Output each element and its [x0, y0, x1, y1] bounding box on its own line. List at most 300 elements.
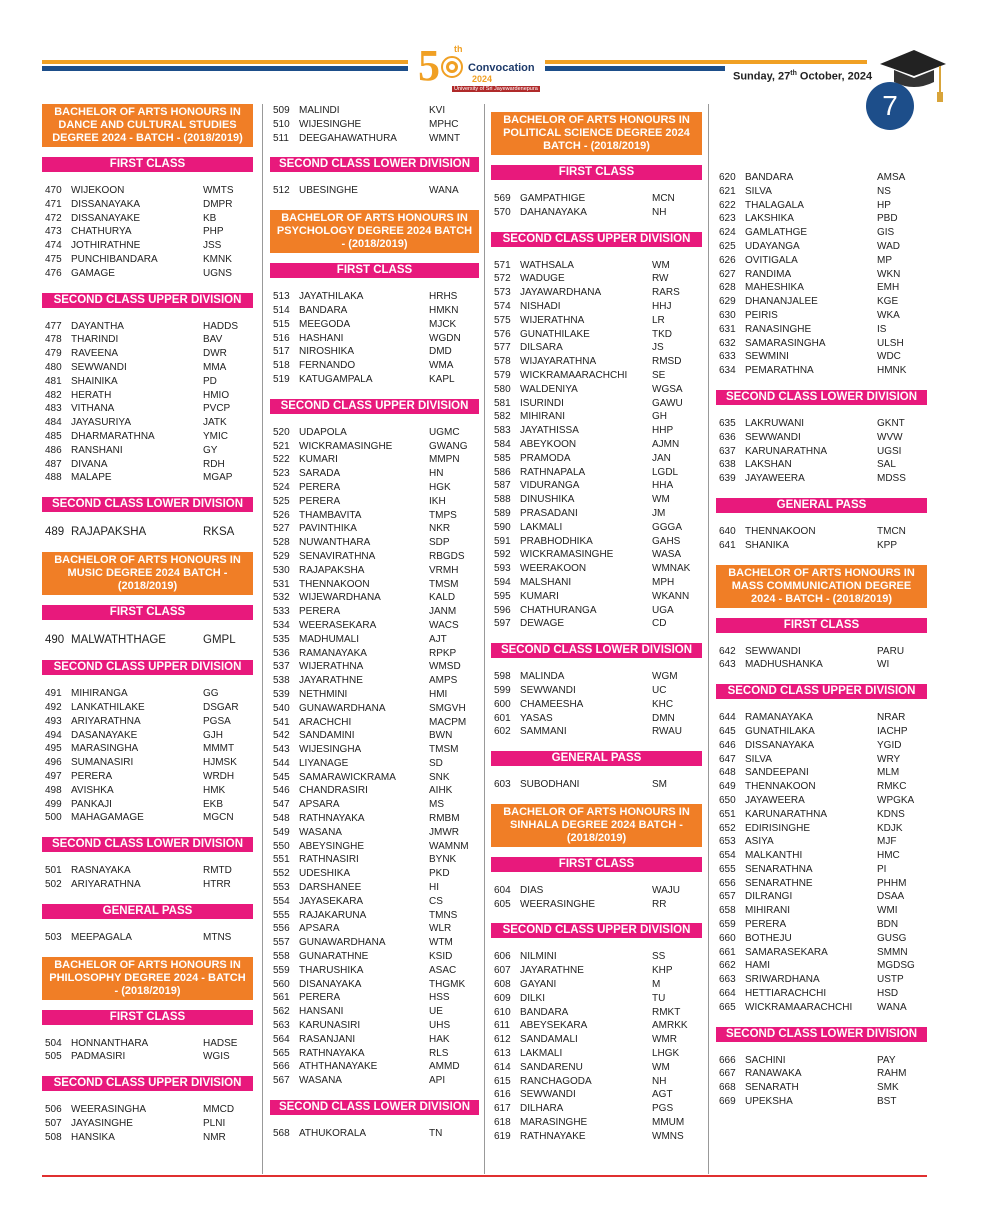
graduate-number: 587	[494, 480, 511, 492]
graduate-name: WIJERATHNA	[520, 314, 585, 326]
list-item	[42, 1131, 253, 1145]
graduate-number: 655	[719, 863, 736, 875]
list-item	[491, 272, 702, 286]
graduate-name: MARASINGHE	[520, 1117, 588, 1129]
list-item	[270, 881, 479, 895]
graduate-number: 616	[494, 1089, 511, 1101]
list-item	[716, 539, 927, 553]
graduate-number: 492	[45, 701, 62, 713]
graduate-initials: IACHP	[877, 725, 908, 737]
graduate-name: MADHUMALI	[299, 633, 360, 645]
graduate-number: 472	[45, 212, 62, 224]
graduate-number: 572	[494, 273, 511, 285]
list-item	[491, 1047, 702, 1061]
graduate-number: 585	[494, 452, 511, 464]
graduate-number: 557	[273, 937, 290, 949]
name-list	[42, 184, 253, 281]
graduate-name: NIROSHIKA	[299, 346, 355, 358]
graduate-number: 609	[494, 992, 511, 1004]
graduate-number: 522	[273, 454, 290, 466]
graduate-initials: UGMC	[429, 426, 460, 438]
graduate-number: 528	[273, 537, 290, 549]
graduate-name: UDAYANGA	[745, 240, 800, 252]
graduate-name: RAJAPAKSHA	[299, 564, 365, 576]
list-item	[491, 548, 702, 562]
graduate-initials: YGID	[877, 739, 902, 751]
list-item	[716, 309, 927, 323]
graduate-number: 651	[719, 808, 736, 820]
graduate-name: ABEYKOON	[520, 438, 577, 450]
graduate-initials: GKNT	[877, 417, 905, 429]
graduate-name: GAMPATHIGE	[520, 193, 586, 204]
graduate-name: APSARA	[299, 923, 340, 935]
class-heading: SECOND CLASS LOWER DIVISION	[716, 1027, 927, 1042]
graduate-name: LAKSHIKA	[745, 213, 794, 225]
graduate-name: JAYATHISSA	[520, 425, 579, 437]
graduate-name: HAMI	[745, 960, 770, 972]
class-heading: SECOND CLASS UPPER DIVISION	[491, 923, 702, 938]
graduate-initials: WLR	[429, 923, 452, 935]
graduate-initials: MDSS	[877, 473, 906, 485]
graduate-name: CHAMEESHA	[520, 698, 584, 710]
graduate-number: 481	[45, 375, 62, 387]
graduate-name: ARACHCHI	[299, 716, 352, 728]
graduate-number: 513	[273, 291, 290, 303]
list-item	[491, 1102, 702, 1116]
list-item	[716, 835, 927, 849]
list-item	[270, 104, 479, 118]
name-list	[716, 417, 927, 486]
graduate-initials: HMNK	[877, 365, 907, 377]
graduate-number: 545	[273, 771, 290, 783]
list-item	[42, 212, 253, 226]
list-item	[42, 253, 253, 267]
graduate-initials: MPHC	[429, 118, 459, 130]
graduate-name: MIHIRANI	[520, 411, 565, 423]
list-item	[491, 259, 702, 273]
footer-rule	[42, 1175, 927, 1177]
graduate-number: 622	[719, 199, 736, 211]
graduate-name: FERNANDO	[299, 360, 356, 372]
list-item	[716, 1054, 927, 1068]
graduate-number: 544	[273, 757, 290, 769]
list-item	[42, 471, 253, 485]
name-list	[270, 1127, 479, 1141]
list-item	[270, 702, 479, 716]
list-item	[716, 849, 927, 863]
graduate-initials: MMA	[203, 361, 227, 373]
list-item	[491, 992, 702, 1006]
graduate-initials: KB	[203, 212, 217, 224]
graduate-number: 514	[273, 304, 290, 316]
graduate-number: 663	[719, 974, 736, 986]
graduate-name: HETTIARACHCHI	[745, 988, 827, 1000]
graduate-initials: WMNAK	[652, 563, 691, 575]
graduate-name: GAMAGE	[71, 267, 115, 279]
graduate-initials: RWAU	[652, 726, 682, 738]
graduate-initials: HHP	[652, 425, 674, 437]
list-item	[42, 1037, 253, 1051]
list-item	[716, 268, 927, 282]
graduate-initials: HMIO	[203, 389, 230, 401]
graduate-number: 555	[273, 909, 290, 921]
graduate-number: 617	[494, 1103, 511, 1115]
list-item	[716, 863, 927, 877]
list-item	[270, 578, 479, 592]
graduate-number: 537	[273, 661, 290, 673]
graduate-number: 506	[45, 1104, 62, 1116]
class-heading: FIRST CLASS	[42, 605, 253, 620]
graduate-name: WADUGE	[520, 273, 565, 285]
graduate-number: 628	[719, 282, 736, 294]
graduate-name: SENARATH	[745, 1082, 799, 1094]
list-item	[491, 452, 702, 466]
graduate-number: 615	[494, 1075, 511, 1087]
graduate-name: ARIYARATHNA	[71, 878, 141, 890]
graduate-number: 533	[273, 606, 290, 618]
graduate-name: WIJAYARATHNA	[520, 356, 597, 368]
list-item	[270, 118, 479, 132]
graduate-number: 491	[45, 688, 62, 700]
graduate-initials: HHA	[652, 480, 674, 492]
graduate-name: DILRANGI	[745, 891, 793, 903]
graduate-number: 611	[494, 1020, 510, 1032]
graduate-number: 657	[719, 891, 736, 903]
name-list	[716, 711, 927, 1015]
list-item	[491, 1019, 702, 1033]
list-item	[491, 1130, 702, 1144]
list-item	[716, 350, 927, 364]
graduate-number: 570	[494, 206, 511, 218]
graduate-number: 529	[273, 550, 290, 562]
graduate-number: 635	[719, 417, 736, 429]
logo-number: 5	[418, 41, 440, 90]
list-item	[270, 853, 479, 867]
graduate-initials: HSD	[877, 988, 899, 1000]
list-item	[42, 524, 253, 540]
graduate-name: AVISHKA	[71, 784, 114, 796]
graduate-number: 652	[719, 822, 736, 834]
graduate-initials: NKR	[429, 523, 451, 535]
graduate-name: WIJEKOON	[71, 185, 125, 196]
graduate-number: 536	[273, 647, 290, 659]
graduate-name: JAYAWEERA	[745, 473, 805, 485]
graduate-initials: HI	[429, 882, 439, 894]
graduate-initials: GWANG	[429, 440, 468, 452]
graduate-initials: WPGKA	[877, 794, 915, 806]
name-list	[491, 192, 702, 220]
graduate-name: PERERA	[299, 495, 341, 507]
graduate-name: WEERASINGHE	[520, 898, 596, 910]
graduate-initials: NH	[652, 1075, 667, 1087]
graduate-number: 558	[273, 951, 290, 963]
graduate-initials: IS	[877, 323, 887, 335]
graduate-name: PERERA	[71, 770, 113, 782]
graduate-name: WIJESINGHA	[299, 744, 362, 756]
graduate-initials: RBGDS	[429, 550, 465, 562]
graduate-number: 483	[45, 403, 62, 415]
list-item	[491, 493, 702, 507]
graduate-number: 508	[45, 1131, 62, 1143]
graduate-name: DILKI	[520, 992, 546, 1004]
list-item	[42, 444, 253, 458]
graduate-initials: RMSD	[652, 356, 682, 368]
graduate-initials: RKSA	[203, 526, 235, 539]
graduate-name: RAJAPAKSHA	[71, 526, 147, 539]
list-item	[270, 591, 479, 605]
graduate-initials: TU	[652, 992, 666, 1004]
graduate-name: KARUNARATHNA	[745, 808, 828, 820]
graduate-number: 500	[45, 812, 62, 824]
graduate-initials: MLM	[877, 767, 900, 779]
graduate-initials: LR	[652, 314, 665, 326]
graduate-name: JAYATHILAKA	[299, 291, 364, 303]
graduate-number: 473	[45, 226, 62, 238]
list-item	[716, 240, 927, 254]
graduate-initials: GAWU	[652, 397, 683, 409]
graduate-initials: WI	[877, 659, 890, 671]
graduate-name: PADMASIRI	[71, 1051, 126, 1063]
graduate-name: RAVEENA	[71, 348, 119, 360]
header-bar-left-orange	[42, 60, 408, 64]
graduate-name: KUMARI	[299, 454, 338, 466]
graduate-number: 665	[719, 1001, 736, 1013]
graduate-number: 641	[719, 539, 736, 551]
graduate-name: PEIRIS	[745, 309, 778, 321]
graduate-name: UBESINGHE	[299, 185, 358, 197]
list-item	[270, 373, 479, 387]
graduate-initials: BST	[877, 1096, 897, 1108]
graduate-initials: EMH	[877, 282, 900, 294]
list-item	[716, 525, 927, 539]
graduate-number: 553	[273, 882, 290, 894]
graduate-initials: KGE	[877, 296, 899, 308]
list-item	[270, 922, 479, 936]
graduate-name: RAJAKARUNA	[299, 909, 367, 921]
name-list	[42, 864, 253, 892]
degree-heading: BACHELOR OF ARTS HONOURS IN MASS COMMUNICATION DEGREE 2024 - BATCH - (2018/2019)	[716, 565, 927, 608]
list-item	[716, 808, 927, 822]
graduate-number: 623	[719, 213, 736, 225]
graduate-initials: JATK	[203, 417, 227, 429]
list-item	[491, 507, 702, 521]
list-item	[42, 1050, 253, 1064]
list-item	[42, 756, 253, 770]
graduate-number: 592	[494, 549, 511, 561]
name-list	[716, 171, 927, 378]
graduate-initials: DSAA	[877, 891, 905, 903]
graduate-name: UPEKSHA	[745, 1096, 793, 1108]
list-item	[42, 320, 253, 334]
graduate-name: JAYASEKARA	[299, 895, 364, 907]
class-heading: GENERAL PASS	[491, 751, 702, 766]
graduate-name: VITHANA	[71, 403, 115, 415]
graduate-initials: MACPM	[429, 716, 467, 728]
graduate-number: 524	[273, 481, 290, 493]
graduate-initials: BWN	[429, 730, 453, 742]
list-item	[716, 1095, 927, 1109]
graduate-initials: HMC	[877, 850, 900, 862]
graduate-name: UDAPOLA	[299, 426, 347, 438]
list-item	[491, 884, 702, 898]
graduate-number: 664	[719, 988, 736, 1000]
graduate-initials: BYNK	[429, 854, 457, 866]
graduate-number: 607	[494, 965, 511, 977]
graduate-initials: RMBM	[429, 813, 460, 825]
logo-sup: th	[454, 44, 463, 54]
graduate-name: MALINDA	[520, 671, 565, 683]
graduate-initials: AGT	[652, 1089, 673, 1101]
graduate-number: 526	[273, 509, 290, 521]
graduate-name: RATHNAPALA	[520, 466, 586, 478]
graduate-initials: KDNS	[877, 808, 905, 820]
graduate-number: 496	[45, 757, 62, 769]
list-item	[491, 300, 702, 314]
graduate-initials: IKH	[429, 495, 446, 507]
list-item	[270, 757, 479, 771]
graduate-initials: THGMK	[429, 978, 466, 990]
list-item	[491, 438, 702, 452]
graduate-initials: SD	[429, 757, 443, 769]
list-item	[270, 660, 479, 674]
graduate-name: SHAINIKA	[71, 375, 118, 387]
graduate-number: 578	[494, 356, 511, 368]
graduate-initials: VRMH	[429, 564, 459, 576]
graduate-name: RASANJANI	[299, 1033, 356, 1045]
list-item	[270, 867, 479, 881]
graduate-name: HERATH	[71, 389, 112, 401]
graduate-name: ATHUKORALA	[299, 1128, 367, 1140]
graduate-initials: RR	[652, 898, 667, 910]
list-item	[716, 171, 927, 185]
list-item	[491, 950, 702, 964]
graduate-number: 595	[494, 590, 511, 602]
graduate-number: 479	[45, 348, 62, 360]
graduate-initials: PKD	[429, 868, 450, 880]
graduate-number: 475	[45, 253, 62, 265]
graduate-number: 666	[719, 1054, 736, 1066]
graduate-name: MALINDI	[299, 105, 340, 116]
graduate-number: 549	[273, 826, 290, 838]
logo-year: 2024	[472, 74, 493, 84]
graduate-initials: KDJK	[877, 822, 903, 834]
graduate-name: HONNANTHARA	[71, 1037, 149, 1049]
graduate-number: 540	[273, 702, 290, 714]
graduate-name: WIJESINGHE	[299, 118, 362, 130]
list-item	[270, 1005, 479, 1019]
graduate-number: 534	[273, 619, 290, 631]
graduate-initials: GH	[652, 411, 667, 423]
graduate-name: RANCHAGODA	[520, 1075, 592, 1087]
graduate-initials: TN	[429, 1128, 443, 1140]
graduate-number: 535	[273, 633, 290, 645]
list-item	[42, 239, 253, 253]
graduate-initials: WKA	[877, 309, 900, 321]
list-item	[42, 458, 253, 472]
graduate-initials: WMTS	[203, 185, 234, 196]
graduate-initials: NRAR	[877, 712, 906, 724]
graduate-number: 639	[719, 473, 736, 485]
graduate-number: 507	[45, 1117, 62, 1129]
graduate-number: 480	[45, 361, 62, 373]
graduate-name: RATHNASIRI	[299, 854, 359, 866]
column-1	[42, 104, 253, 1156]
degree-heading: BACHELOR OF ARTS HONOURS IN SINHALA DEGREE 2024 BATCH - (2018/2019)	[491, 804, 702, 847]
page-number: 7	[882, 90, 898, 121]
graduate-name: SENARATHNA	[745, 863, 813, 875]
graduate-name: HASHANI	[299, 332, 344, 344]
list-item	[491, 286, 702, 300]
list-item	[270, 304, 479, 318]
list-item	[270, 318, 479, 332]
list-item	[270, 716, 479, 730]
degree-heading: BACHELOR OF ARTS HONOURS IN POLITICAL SCIENCE DEGREE 2024 BATCH - (2018/2019)	[491, 112, 702, 155]
graduate-number: 573	[494, 287, 511, 299]
graduate-initials: MTNS	[203, 931, 232, 943]
graduate-number: 614	[494, 1061, 511, 1073]
graduate-number: 484	[45, 417, 62, 429]
graduate-name: JOTHIRATHNE	[71, 240, 141, 252]
list-item	[270, 550, 479, 564]
name-list	[716, 525, 927, 553]
list-item	[42, 931, 253, 945]
graduate-name: SAMMANI	[520, 726, 567, 738]
graduate-initials: WGDN	[429, 332, 461, 344]
graduate-name: CHANDRASIRI	[299, 785, 368, 797]
graduate-number: 566	[273, 1061, 290, 1073]
list-item	[491, 898, 702, 912]
list-item	[491, 479, 702, 493]
list-item	[716, 254, 927, 268]
graduate-initials: MMCD	[203, 1104, 235, 1116]
class-heading: SECOND CLASS UPPER DIVISION	[270, 399, 479, 414]
list-item	[716, 780, 927, 794]
degree-heading: BACHELOR OF ARTS HONOURS IN MUSIC DEGREE 2024 BATCH - (2018/2019)	[42, 552, 253, 595]
list-item	[491, 314, 702, 328]
graduate-initials: PARU	[877, 645, 905, 657]
list-item	[491, 562, 702, 576]
graduate-number: 493	[45, 715, 62, 727]
graduate-name: APSARA	[299, 799, 340, 811]
name-list	[270, 290, 479, 387]
graduate-initials: ULSH	[877, 337, 904, 349]
graduate-number: 499	[45, 798, 62, 810]
graduate-name: MALSHANI	[520, 576, 572, 588]
graduate-initials: RAHM	[877, 1068, 907, 1080]
graduate-number: 618	[494, 1117, 511, 1129]
graduate-name: LAKMALI	[520, 1048, 563, 1060]
graduate-initials: KVI	[429, 105, 446, 116]
graduate-name: SANDAMALI	[520, 1034, 578, 1046]
graduate-number: 610	[494, 1006, 511, 1018]
graduate-name: MIHIRANGA	[71, 688, 128, 700]
graduate-name: DINUSHIKA	[520, 494, 575, 506]
graduate-number: 589	[494, 507, 511, 519]
class-heading: SECOND CLASS LOWER DIVISION	[270, 1100, 479, 1115]
list-item	[42, 361, 253, 375]
graduate-name: BOTHEJU	[745, 932, 792, 944]
graduate-initials: SMK	[877, 1082, 899, 1094]
graduate-number: 601	[494, 712, 511, 724]
graduate-initials: MJCK	[429, 318, 457, 330]
list-item	[42, 198, 253, 212]
graduate-name: THARINDI	[71, 334, 119, 346]
graduate-initials: GJH	[203, 729, 223, 741]
list-item	[42, 430, 253, 444]
graduate-number: 662	[719, 960, 736, 972]
graduate-number: 619	[494, 1130, 511, 1142]
list-item	[491, 410, 702, 424]
